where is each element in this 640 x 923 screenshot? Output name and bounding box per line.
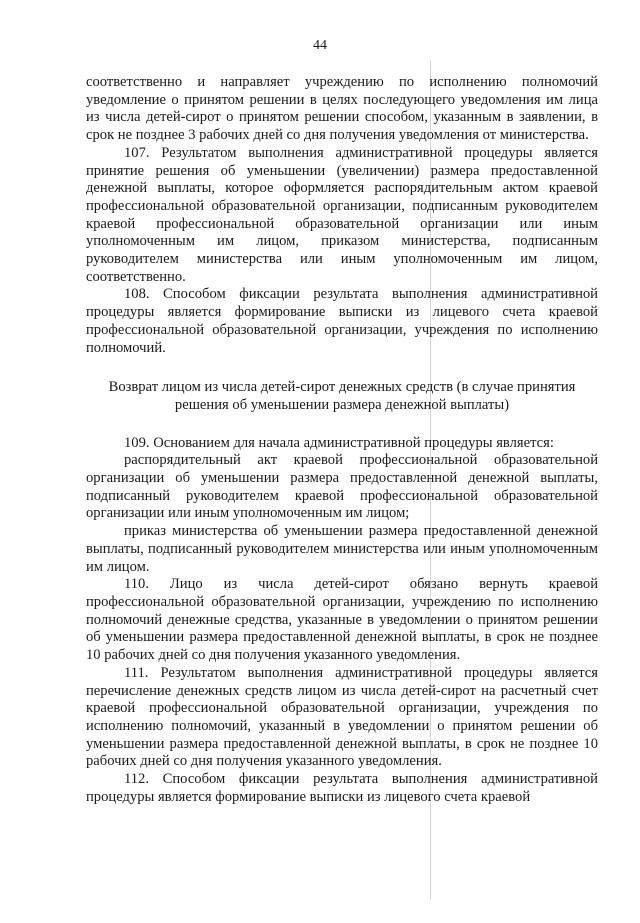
paragraph-111: 111. Результатом выполнения административной процедуры является перечисление денежных средств лицом из числа детей-сирот на расчетный счет краевой профессиональной образовательной организации, учреждения по исполнению полномочий, указанный в уведомлении о принятом решении об уменьшении размера предоставленной денежной выплаты, в срок не позднее 10 рабочих дней со дня получения указанного уведомления. [86,664,598,770]
page-number: 44 [313,38,327,53]
paragraph-109-item-2: приказ министерства об уменьшении размера предоставленной денежной выплаты, подписанный руководителем министерства или иным уполномоченным им лицом. [86,523,598,575]
section-heading: Возврат лицом из числа детей-сирот денежных средств (в случае принятия решения об уменьшении размера денежной выплаты) [108,379,576,413]
paragraph-107: 107. Результатом выполнения административной процедуры является принятие решения об уменьшении (увеличении) размера предоставленной денежной выплаты, которое оформляется распорядительным актом краевой профессиональной образовательной организации, подписанным руководителем краевой профессиональной образовательной организации или иным уполномоченным им лицом, приказом министерства, подписанным руководителем министерства или иным уполномоченным им лицом, соответственно. [86,144,598,285]
paragraph-110: 110. Лицо из числа детей-сирот обязано вернуть краевой профессиональной образовательной организации, учреждению по исполнению полномочий денежные средства, указанные в уведомлении о принятом решении об уменьшении размера предоставленной денежной выплаты, в срок не позднее 10 рабочих дней со дня получения указанного уведомления. [86,576,598,664]
paragraph-109: 109. Основанием для начала административной процедуры является: [124,434,554,451]
paragraph-continuation: соответственно и направляет учреждению по исполнению полномочий уведомление о принятом решении в целях последующего уведомления им лица из числа детей-сирот о принятом решении способом, указанным в заявлении, в срок не позднее 3 рабочих дней со дня получения уведомления от министерства. [86,74,598,144]
paragraph-112: 112. Способом фиксации результата выполнения административной процедуры является формирование выписки из лицевого счета краевой [86,771,598,805]
paragraph-109-item-1: распорядительный акт краевой профессиональной образовательной организации об уменьшении размера предоставленной денежной выплаты, подписанный руководителем краевой профессиональной образовательной организации или иным уполномоченным им лицом; [86,452,598,522]
paragraph-108: 108. Способом фиксации результата выполнения административной процедуры является формирование выписки из лицевого счета краевой профессиональной образовательной организации, учреждения по исполнению полномочий. [86,286,598,356]
document-body [86,74,598,806]
